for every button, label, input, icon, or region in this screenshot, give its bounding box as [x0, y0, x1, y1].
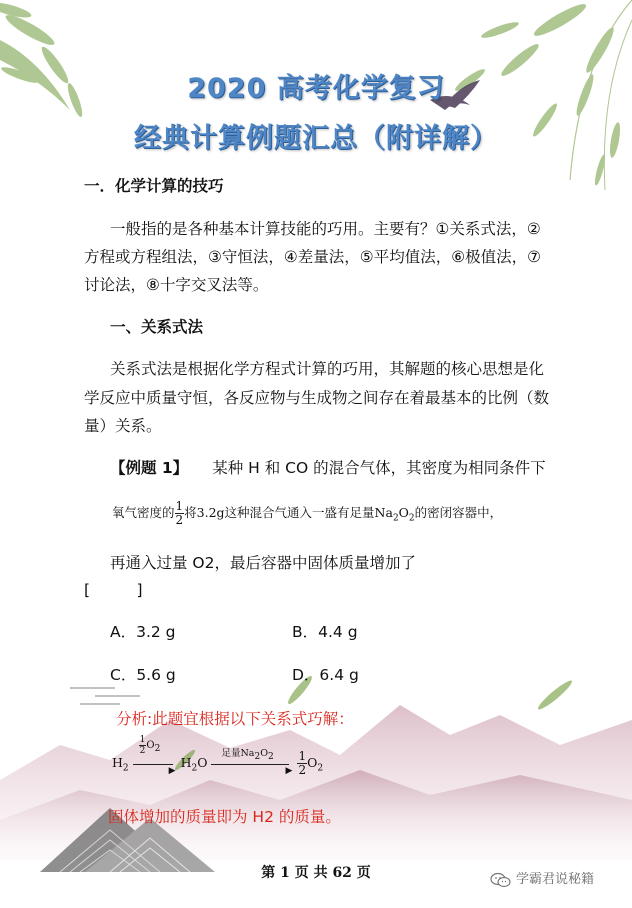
- formula-subscript: 2: [392, 513, 399, 524]
- formula-subscript: 2: [191, 763, 198, 774]
- fraction-numerator: 1: [139, 734, 146, 745]
- document-title-line1: 2020 高考化学复习: [187, 73, 445, 104]
- option-d: D．6.4 g: [292, 666, 359, 684]
- paragraph-line: 一般指的是各种基本计算技能的巧用。主要有？①关系式法，②: [110, 220, 541, 238]
- formula-subscript: 2: [268, 751, 274, 762]
- formula-o: O: [146, 739, 155, 751]
- arrow-label-text: 足量Na: [221, 747, 255, 759]
- equation-h2o: H: [180, 755, 192, 770]
- formula-subscript: 2: [408, 513, 415, 524]
- reaction-arrow-2: 足量$Na_2O_2$ ▶: [211, 757, 293, 771]
- option-b: B．4.4 g: [292, 623, 358, 641]
- option-c: C．5.6 g: [110, 666, 176, 684]
- fraction-half: [175, 500, 185, 527]
- paragraph-line: 关系式法是根据化学方程式计算的巧用，其解题的核心思想是化: [110, 360, 545, 378]
- image-line-middle: 将3.2g这种混合气通入一盛有足量: [184, 505, 375, 520]
- answer-bracket: [ ]: [84, 581, 143, 599]
- formula-na: Na: [374, 505, 393, 520]
- reaction-arrow-1: $\frac{1}{2}$ $O_2$ ▶: [133, 757, 177, 771]
- brand-watermark: [490, 868, 594, 888]
- image-line-suffix: 的密闭容器中，: [414, 505, 503, 520]
- example-line: [110, 454, 546, 483]
- option-a: A．3.2 g: [110, 623, 176, 641]
- example-image-line: [112, 500, 502, 532]
- conclusion-text: 固体增加的质量即为 H2 的质量。: [108, 808, 341, 826]
- formula-subscript: 2: [317, 763, 324, 774]
- equation-h: H: [112, 755, 123, 770]
- formula-subscript: 2: [154, 743, 161, 754]
- question-line: 再通入过量 O2，最后容器中固体质量增加了: [110, 554, 416, 572]
- paragraph-line: 量）关系。: [84, 417, 162, 435]
- fraction-numerator: 1: [175, 499, 184, 513]
- arrow-label-1: [139, 735, 161, 760]
- wechat-icon: [490, 872, 512, 888]
- page-footer: 第 1 页 共 62 页: [261, 865, 371, 881]
- paragraph-line: 方程或方程组法，③守恒法，④差量法，⑤平均值法，⑥极值法，⑦: [84, 248, 541, 266]
- analysis-text: 分析:此题宜根据以下关系式巧解：: [116, 710, 354, 728]
- brand-name: 学霸君说秘籍: [516, 872, 595, 887]
- fraction-denominator: 2: [298, 763, 307, 777]
- document-title-line2: 经典计算例题汇总（附详解）: [134, 123, 498, 154]
- paragraph-line: 学反应中质量守恒，各反应物与生成物之间存在着最基本的比例（数: [84, 389, 550, 407]
- example-text: 某种 H 和 CO 的混合气体，其密度为相同条件下: [212, 459, 546, 477]
- fraction-denominator: 2: [139, 745, 146, 756]
- section-heading-relation-method: 一、关系式法: [110, 318, 204, 336]
- fraction-half: [297, 750, 307, 777]
- formula-subscript: 2: [254, 751, 261, 762]
- formula-o: O: [260, 747, 268, 759]
- image-line-prefix: 氧气密度的: [112, 505, 175, 520]
- fraction-denominator: 2: [175, 513, 184, 527]
- relation-equation: [112, 734, 324, 780]
- formula-subscript: 2: [122, 763, 129, 774]
- fraction-numerator: 1: [298, 749, 307, 763]
- example-tag: 【例题 1】: [110, 459, 189, 477]
- section-heading-techniques: 一．化学计算的技巧: [84, 177, 224, 195]
- formula-o: O: [398, 505, 409, 520]
- formula-o: O: [307, 755, 318, 770]
- paragraph-line: 讨论法，⑧十字交叉法等。: [84, 276, 269, 294]
- formula-o: O: [197, 755, 208, 770]
